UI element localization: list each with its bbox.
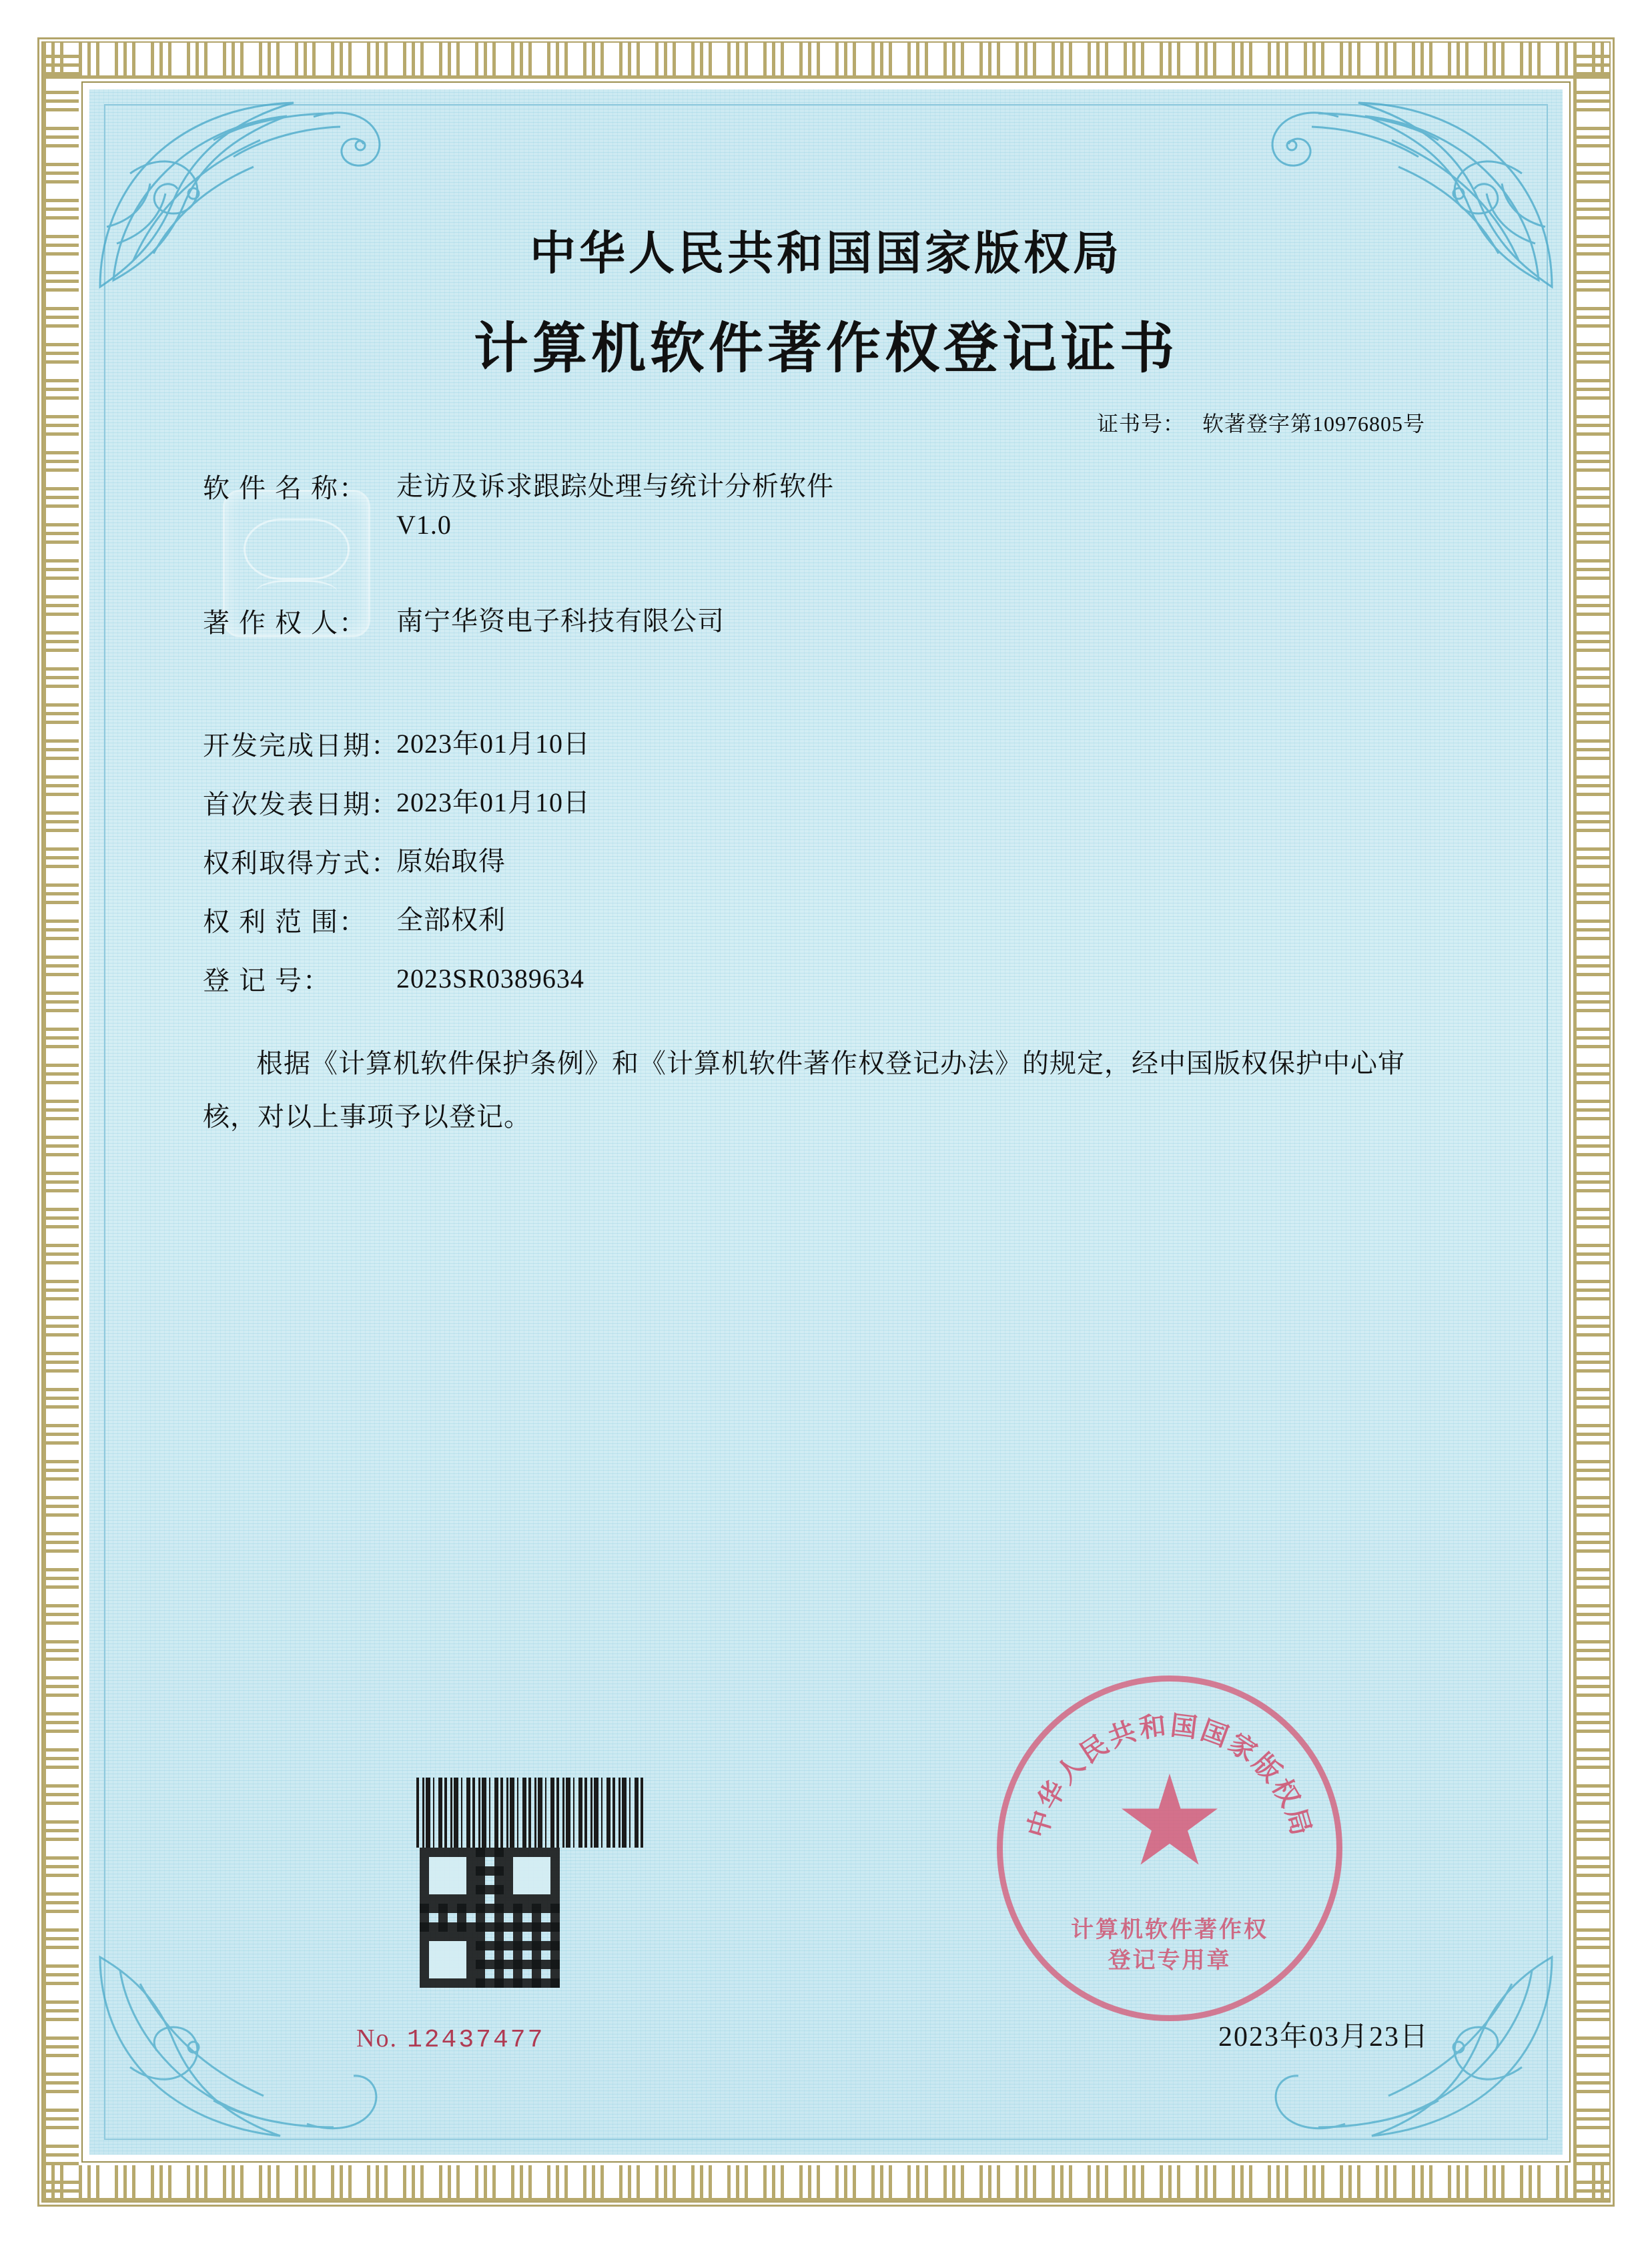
field-copyright-owner [203, 602, 1449, 641]
field-value: 2023年01月10日 [396, 729, 590, 759]
greek-key-left [43, 43, 79, 2201]
field-label: 登 记 号： [203, 966, 331, 996]
spacer [203, 661, 1449, 725]
issue-date: 2023年03月23日 [1218, 2022, 1429, 2052]
field-value: 原始取得 [396, 846, 506, 876]
field-label: 著 作 权 人： [203, 608, 367, 638]
serial-label: No. [356, 2024, 398, 2052]
field-label: 首次发表日期： [203, 789, 399, 819]
field-development-date [203, 725, 1449, 763]
certificate-body [89, 89, 1563, 2155]
seal-arc-label: 中华人民共和国国家版权局 [1021, 1709, 1318, 1842]
field-registration-number [203, 960, 1449, 998]
qr-eye-icon [420, 1932, 476, 1988]
field-value-line1: 南宁华资电子科技有限公司 [396, 606, 725, 636]
certificate-number-label: 证书号： [1096, 412, 1185, 436]
qr-eye-icon [420, 1848, 476, 1904]
seal-bottom-line-2: 登记专用章 [1108, 1948, 1232, 1974]
legal-statement: 根据《计算机软件保护条例》和《计算机软件著作权登记办法》的规定，经中国版权保护中心审核，对以上事项予以登记。 [203, 1048, 1405, 1132]
certificate-number [203, 407, 1425, 438]
seal-bottom-line-1: 计算机软件著作权 [1071, 1918, 1268, 1943]
field-label: 软 件 名 称： [203, 473, 367, 503]
barcode [416, 1778, 647, 1848]
field-rights-scope [203, 901, 1449, 940]
serial-number [356, 2024, 544, 2054]
qr-code [420, 1848, 560, 1988]
field-value: 2023年01月10日 [396, 787, 590, 817]
field-value: 全部权利 [396, 905, 506, 935]
field-list [203, 467, 1449, 998]
field-value-line1: 走访及诉求跟踪处理与统计分析软件 [396, 471, 834, 501]
field-value [396, 467, 834, 544]
field-first-publish-date [203, 783, 1449, 822]
certificate-number-value: 软著登字第10976805号 [1202, 412, 1425, 436]
certificate-title: 计算机软件著作权登记证书 [473, 316, 1178, 380]
field-label: 权 利 范 围： [203, 907, 367, 937]
field-value [396, 602, 725, 641]
field-label: 权利取得方式： [203, 848, 399, 878]
issuer-title: 中华人民共和国国家版权局 [530, 226, 1122, 280]
field-value-line2: V1.0 [396, 510, 452, 540]
seal-bottom-text [1003, 1915, 1336, 1976]
field-label: 开发完成日期： [203, 731, 399, 761]
greek-key-right [1573, 43, 1609, 2201]
field-value: 2023SR0389634 [396, 964, 584, 994]
official-seal [997, 1675, 1342, 2021]
greek-key-bottom [43, 2165, 1609, 2201]
greek-key-top [43, 43, 1609, 79]
field-software-name [203, 467, 1449, 544]
field-rights-acquisition [203, 842, 1449, 881]
serial-value: 12437477 [406, 2026, 545, 2054]
qr-eye-icon [504, 1848, 560, 1904]
spacer [203, 565, 1449, 602]
